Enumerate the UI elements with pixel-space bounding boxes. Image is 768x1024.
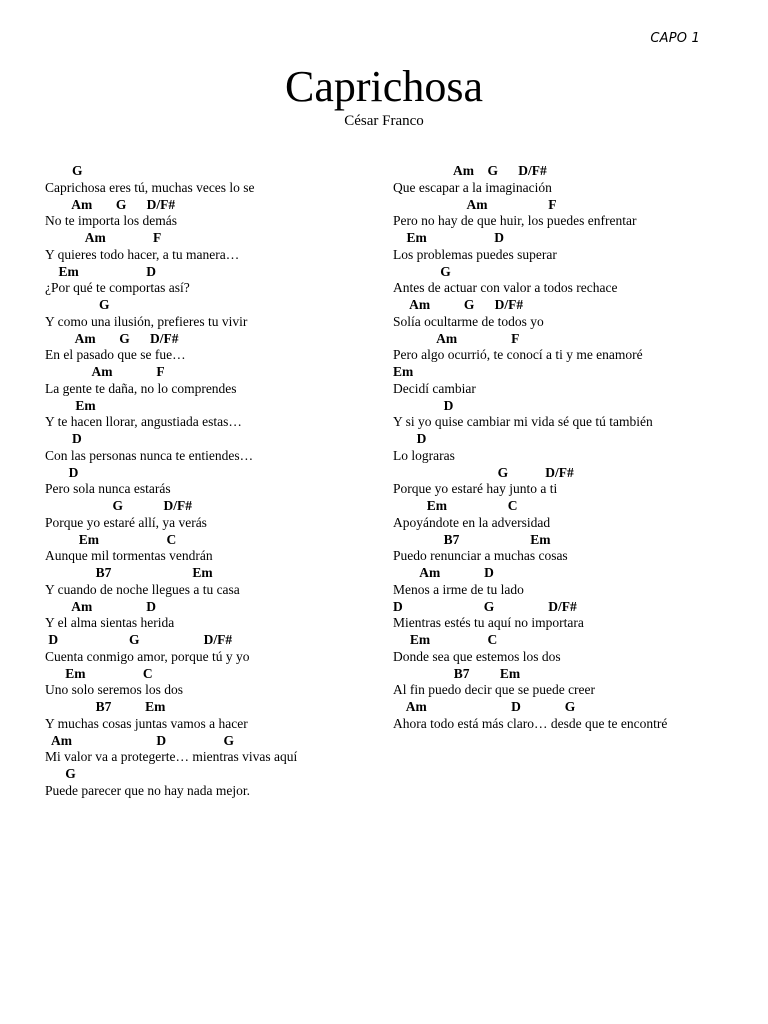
chord-line: Em C — [45, 665, 153, 681]
chord-line: Em C — [393, 632, 498, 647]
lyric-line: Que escapar a la imaginación — [393, 179, 552, 195]
lyric-line: ¿Por qué te comportas así? — [45, 280, 190, 296]
lyric-line: Puede parecer que no hay nada mejor. — [45, 782, 251, 798]
right-lyrics-column — [393, 163, 723, 733]
chord-line: Am D G — [45, 732, 234, 748]
chord-line: D G D/F# — [393, 598, 577, 614]
chord-line: Am G D/F# — [393, 163, 547, 178]
lyric-line: Lo lograras — [393, 447, 455, 463]
chord-line: Am F — [45, 230, 162, 245]
lyric-line: Al fin puedo decir que se puede creer — [393, 682, 596, 698]
lyric-line: Puedo renunciar a muchas cosas — [393, 548, 568, 564]
chord-line: Em C — [45, 531, 177, 547]
chord-line: G D/F# — [45, 498, 192, 513]
lyric-line: Y quieres todo hacer, a tu manera… — [45, 246, 240, 262]
lyric-line: Uno solo seremos los dos — [45, 682, 183, 698]
chord-line: Am D — [45, 598, 156, 614]
lyric-line: Porque yo estaré hay junto a ti — [393, 481, 558, 497]
chord-line: Am G D/F# — [45, 196, 176, 212]
chord-line: Am F — [393, 330, 520, 346]
chord-line: B7 Em — [45, 699, 166, 714]
lyric-line: Con las personas nunca te entiendes… — [45, 447, 254, 463]
chord-line: G — [45, 163, 83, 178]
chord-line: Am F — [45, 364, 165, 379]
lyric-line: Y si yo quise cambiar mi vida sé que tú también — [393, 414, 653, 430]
lyric-line: Y muchas cosas juntas vamos a hacer — [45, 715, 248, 731]
chord-line: B7 Em — [393, 665, 521, 681]
lyric-line: Mi valor va a protegerte… mientras vivas aquí — [45, 749, 298, 765]
lyric-line: Pero no hay de que huir, los puedes enfrentar — [393, 213, 637, 229]
song-author: César Franco — [344, 113, 424, 129]
chord-line: Em C — [393, 498, 518, 513]
lyric-line: Y cuando de noche llegues a tu casa — [45, 581, 240, 597]
lyric-line: Apoyándote en la adversidad — [393, 514, 551, 530]
lyric-line: Cuenta conmigo amor, porque tú y yo — [45, 648, 250, 664]
lyric-line: Aunque mil tormentas vendrán — [45, 548, 213, 564]
chord-line: Em D — [393, 230, 504, 245]
lyric-line: Y como una ilusión, prefieres tu vivir — [45, 313, 248, 329]
lyric-line: La gente te daña, no lo comprendes — [45, 380, 237, 396]
chord-line: Am F — [393, 196, 557, 212]
song-title: Caprichosa — [285, 62, 483, 111]
chord-line: Am D G — [393, 699, 576, 714]
lyric-line: Y te hacen llorar, angustiada estas… — [45, 414, 242, 430]
chord-line: Em — [393, 364, 414, 379]
chord-line: Am G D/F# — [393, 297, 524, 312]
lyric-line: Solía ocultarme de todos yo — [393, 313, 544, 329]
lyric-line: Pero sola nunca estarás — [45, 481, 171, 497]
lyric-line: Caprichosa eres tú, muchas veces lo se — [45, 179, 255, 195]
left-lyrics-column — [45, 163, 390, 800]
lyric-line: Porque yo estaré allí, ya verás — [45, 514, 207, 530]
lyric-line: Y el alma sientas herida — [45, 615, 175, 631]
chord-line: Am D — [393, 565, 494, 580]
chord-line: G — [393, 263, 451, 279]
chord-line: B7 Em — [45, 565, 213, 580]
lyric-line: Antes de actuar con valor a todos rechace — [393, 280, 618, 296]
chord-line: G — [45, 297, 110, 312]
lyric-line: No te importa los demás — [45, 213, 177, 229]
chord-line: G D/F# — [393, 464, 574, 480]
lyric-line: En el pasado que se fue… — [45, 347, 186, 363]
lyric-line: Donde sea que estemos los dos — [393, 648, 561, 664]
chord-line: Am G D/F# — [45, 330, 179, 346]
capo-label: CAPO 1 — [650, 31, 700, 46]
chord-line: D — [45, 431, 82, 446]
chord-line: B7 Em — [393, 531, 551, 547]
chord-line: G — [45, 766, 76, 781]
chord-line: D — [393, 397, 454, 413]
lyric-line: Los problemas puedes superar — [393, 246, 557, 262]
chord-line: Em — [45, 397, 96, 413]
lyric-line: Pero algo ocurrió, te conocí a ti y me enamoré — [393, 347, 643, 363]
lyric-line: Menos a irme de tu lado — [393, 581, 524, 597]
lyric-line: Decidí cambiar — [393, 380, 476, 396]
lyric-line: Mientras estés tu aquí no importara — [393, 615, 584, 631]
chord-line: Em D — [45, 263, 156, 279]
chord-line: D G D/F# — [45, 632, 233, 647]
chord-line: D — [45, 464, 79, 480]
chord-line: D — [393, 431, 427, 446]
lyric-line: Ahora todo está más claro… desde que te encontré — [393, 715, 668, 731]
